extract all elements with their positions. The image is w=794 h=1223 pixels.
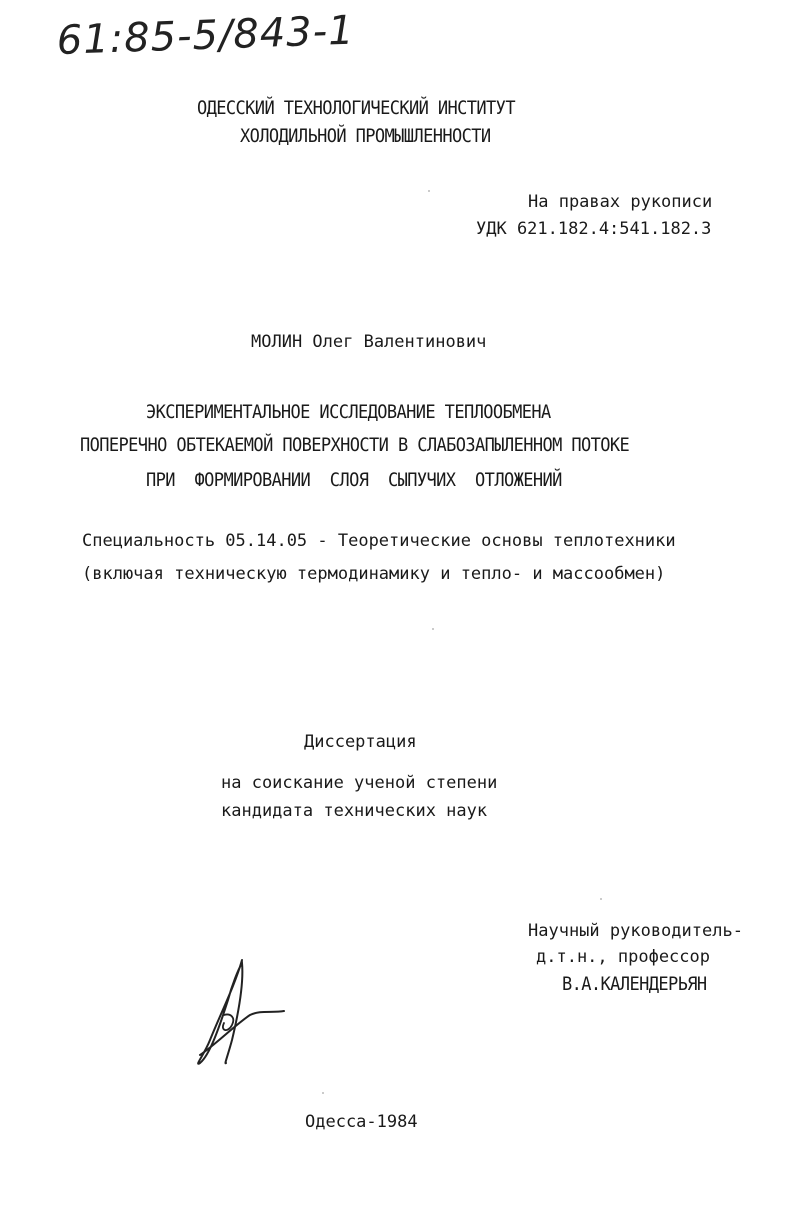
scan-speck <box>428 190 430 192</box>
place-and-year: Одесса-1984 <box>305 1112 418 1132</box>
specialty-line-1: Специальность 05.14.05 - Теоретические основы теплотехники <box>82 531 676 551</box>
institution-line-2: ХОЛОДИЛЬНОЙ ПРОМЫШЛЕННОСТИ <box>240 125 491 148</box>
scan-speck <box>432 628 434 630</box>
manuscript-rights: На правах рукописи <box>528 192 713 212</box>
dissertation-heading: Диссертация <box>304 732 417 752</box>
institution-line-1: ОДЕССКИЙ ТЕХНОЛОГИЧЕСКИЙ ИНСТИТУТ <box>197 97 515 120</box>
supervisor-degree: д.т.н., профессор <box>536 947 710 967</box>
scan-speck <box>600 898 602 900</box>
scan-speck <box>322 1092 324 1094</box>
supervisor-name: В.А.КАЛЕНДЕРЬЯН <box>562 973 707 996</box>
author-name: МОЛИН Олег Валентинович <box>251 332 487 352</box>
specialty-line-2: (включая техническую термодинамику и тепло- и массообмен) <box>82 564 666 584</box>
title-line-3: ПРИ ФОРМИРОВАНИИ СЛОЯ СЫПУЧИХ ОТЛОЖЕНИЙ <box>146 469 562 492</box>
title-line-1: ЭКСПЕРИМЕНТАЛЬНОЕ ИССЛЕДОВАНИЕ ТЕПЛООБМЕНА <box>146 401 551 424</box>
supervisor-role: Научный руководитель- <box>528 921 743 941</box>
udc-code: УДК 621.182.4:541.182.3 <box>476 219 712 239</box>
degree-line-2: кандидата технических наук <box>221 801 488 821</box>
signature-icon <box>180 955 290 1075</box>
degree-line-1: на соискание ученой степени <box>221 773 498 793</box>
archive-code: 61:85-5/843-1 <box>56 7 356 64</box>
title-line-2: ПОПЕРЕЧНО ОБТЕКАЕМОЙ ПОВЕРХНОСТИ В СЛАБОЗАПЫЛЕННОМ ПОТОКЕ <box>80 434 630 457</box>
